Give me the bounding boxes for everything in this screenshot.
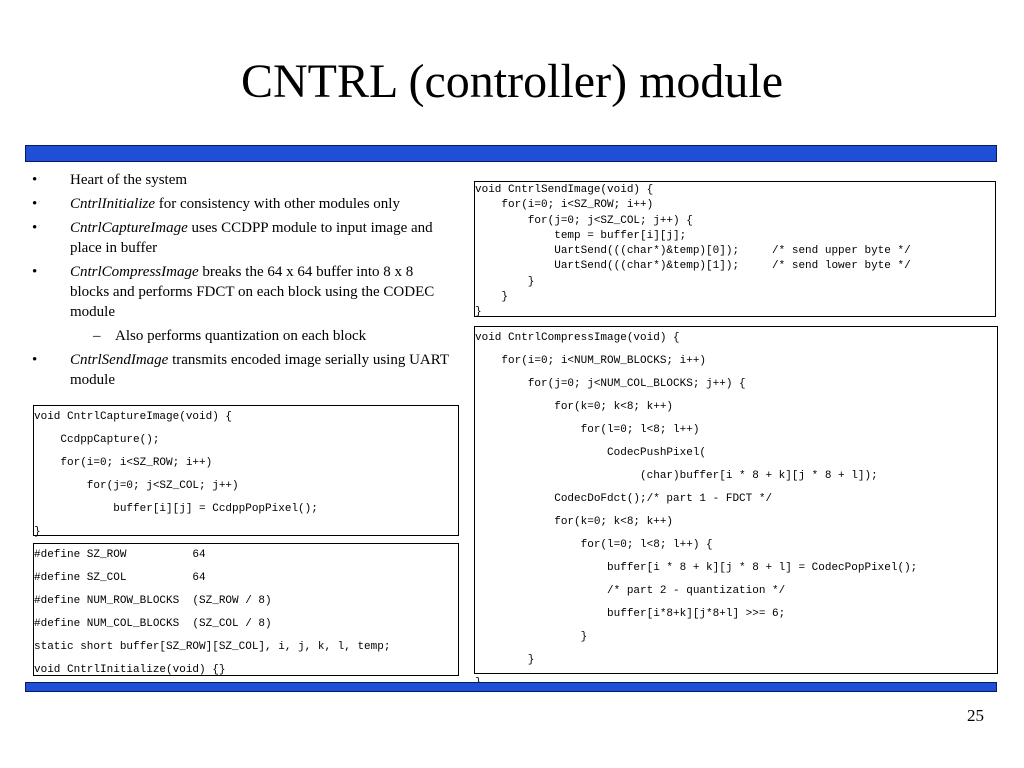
code-box-compress-image <box>474 326 998 674</box>
bullet-italic-term: CntrlSendImage <box>70 352 169 368</box>
bullet-text: for consistency with other modules only <box>155 196 400 212</box>
bullet-text: Heart of the system <box>70 172 188 188</box>
bullet-text: uses CCDPP module to input image and place in buffer <box>70 220 433 256</box>
code-box-capture-image <box>33 405 459 536</box>
code-line: void CntrlSendImage(void) { <box>475 184 654 196</box>
code-line: for(i=0; i<SZ_ROW; i++) <box>34 457 213 469</box>
code-line: for(j=0; j<NUM_COL_BLOCKS; j++) { <box>475 378 746 390</box>
code-line: static short buffer[SZ_ROW][SZ_COL], i, j, k, l, temp; <box>34 641 391 653</box>
bullet-item <box>30 350 455 390</box>
bullet-italic-term: CntrlInitialize <box>70 196 156 212</box>
code-line: buffer[i*8+k][j*8+l] >>= 6; <box>475 608 786 620</box>
page-number: 25 <box>967 706 984 725</box>
code-line: } <box>475 275 535 288</box>
sub-bullet-item <box>30 326 455 346</box>
bullet-italic-term: CntrlCompressImage <box>70 264 199 280</box>
code-line: #define NUM_COL_BLOCKS (SZ_COL / 8) <box>34 618 272 630</box>
code-line: CcdppCapture(); <box>34 434 160 446</box>
bottom-divider-bar <box>25 682 997 692</box>
code-line: #define SZ_COL 64 <box>34 572 206 584</box>
code-line: void CntrlCaptureImage(void) { <box>34 411 233 423</box>
code-line: } <box>475 654 535 666</box>
code-line: } <box>475 291 509 304</box>
code-line: #define SZ_ROW 64 <box>34 549 206 561</box>
bullet-item <box>30 194 455 214</box>
top-divider-bar <box>25 145 997 162</box>
bullet-item <box>30 218 455 258</box>
code-line: for(k=0; k<8; k++) <box>475 516 674 528</box>
code-line: for(k=0; k<8; k++) <box>475 401 674 413</box>
code-line: } <box>34 526 41 538</box>
code-line: /* part 2 - quantization */ <box>475 585 786 597</box>
code-line: for(l=0; l<8; l++) <box>475 424 700 436</box>
code-line: for(j=0; j<SZ_COL; j++) { <box>475 214 693 227</box>
code-line: UartSend(((char*)&temp)[1]); /* send lower byte */ <box>475 260 911 273</box>
code-box-send-image <box>474 181 996 317</box>
bullet-item <box>30 170 455 190</box>
code-line: temp = buffer[i][j]; <box>475 229 687 242</box>
code-line: CodecPushPixel( <box>475 447 707 459</box>
code-line: buffer[i * 8 + k][j * 8 + l] = CodecPopPixel(); <box>475 562 918 574</box>
bullet-text: transmits encoded image serially using UART module <box>70 352 449 388</box>
bullet-italic-term: CntrlCaptureImage <box>70 220 188 236</box>
code-box-defines <box>33 543 459 676</box>
code-line: void CntrlInitialize(void) {} <box>34 664 226 676</box>
code-line: #define NUM_ROW_BLOCKS (SZ_ROW / 8) <box>34 595 272 607</box>
code-line: void CntrlCompressImage(void) { <box>475 332 680 344</box>
code-line: CodecDoFdct();/* part 1 - FDCT */ <box>475 493 773 505</box>
code-line: (char)buffer[i * 8 + k][j * 8 + l]); <box>475 470 878 482</box>
slide-title: CNTRL (controller) module <box>240 55 784 108</box>
code-line: for(i=0; i<SZ_ROW; i++) <box>475 199 654 212</box>
code-line: } <box>475 306 482 319</box>
bullet-text: Also performs quantization on each block <box>115 328 367 344</box>
code-line: UartSend(((char*)&temp)[0]); /* send upper byte */ <box>475 245 911 258</box>
bullet-item <box>30 262 455 322</box>
code-line: for(j=0; j<SZ_COL; j++) <box>34 480 239 492</box>
bullet-list <box>30 170 455 394</box>
code-line: for(i=0; i<NUM_ROW_BLOCKS; i++) <box>475 355 707 367</box>
code-line: for(l=0; l<8; l++) { <box>475 539 713 551</box>
code-line: } <box>475 631 588 643</box>
bullet-text: breaks the 64 x 64 buffer into 8 x 8 blocks and performs FDCT on each block using the CODEC module <box>70 264 435 320</box>
code-line: buffer[i][j] = CcdppPopPixel(); <box>34 503 318 515</box>
